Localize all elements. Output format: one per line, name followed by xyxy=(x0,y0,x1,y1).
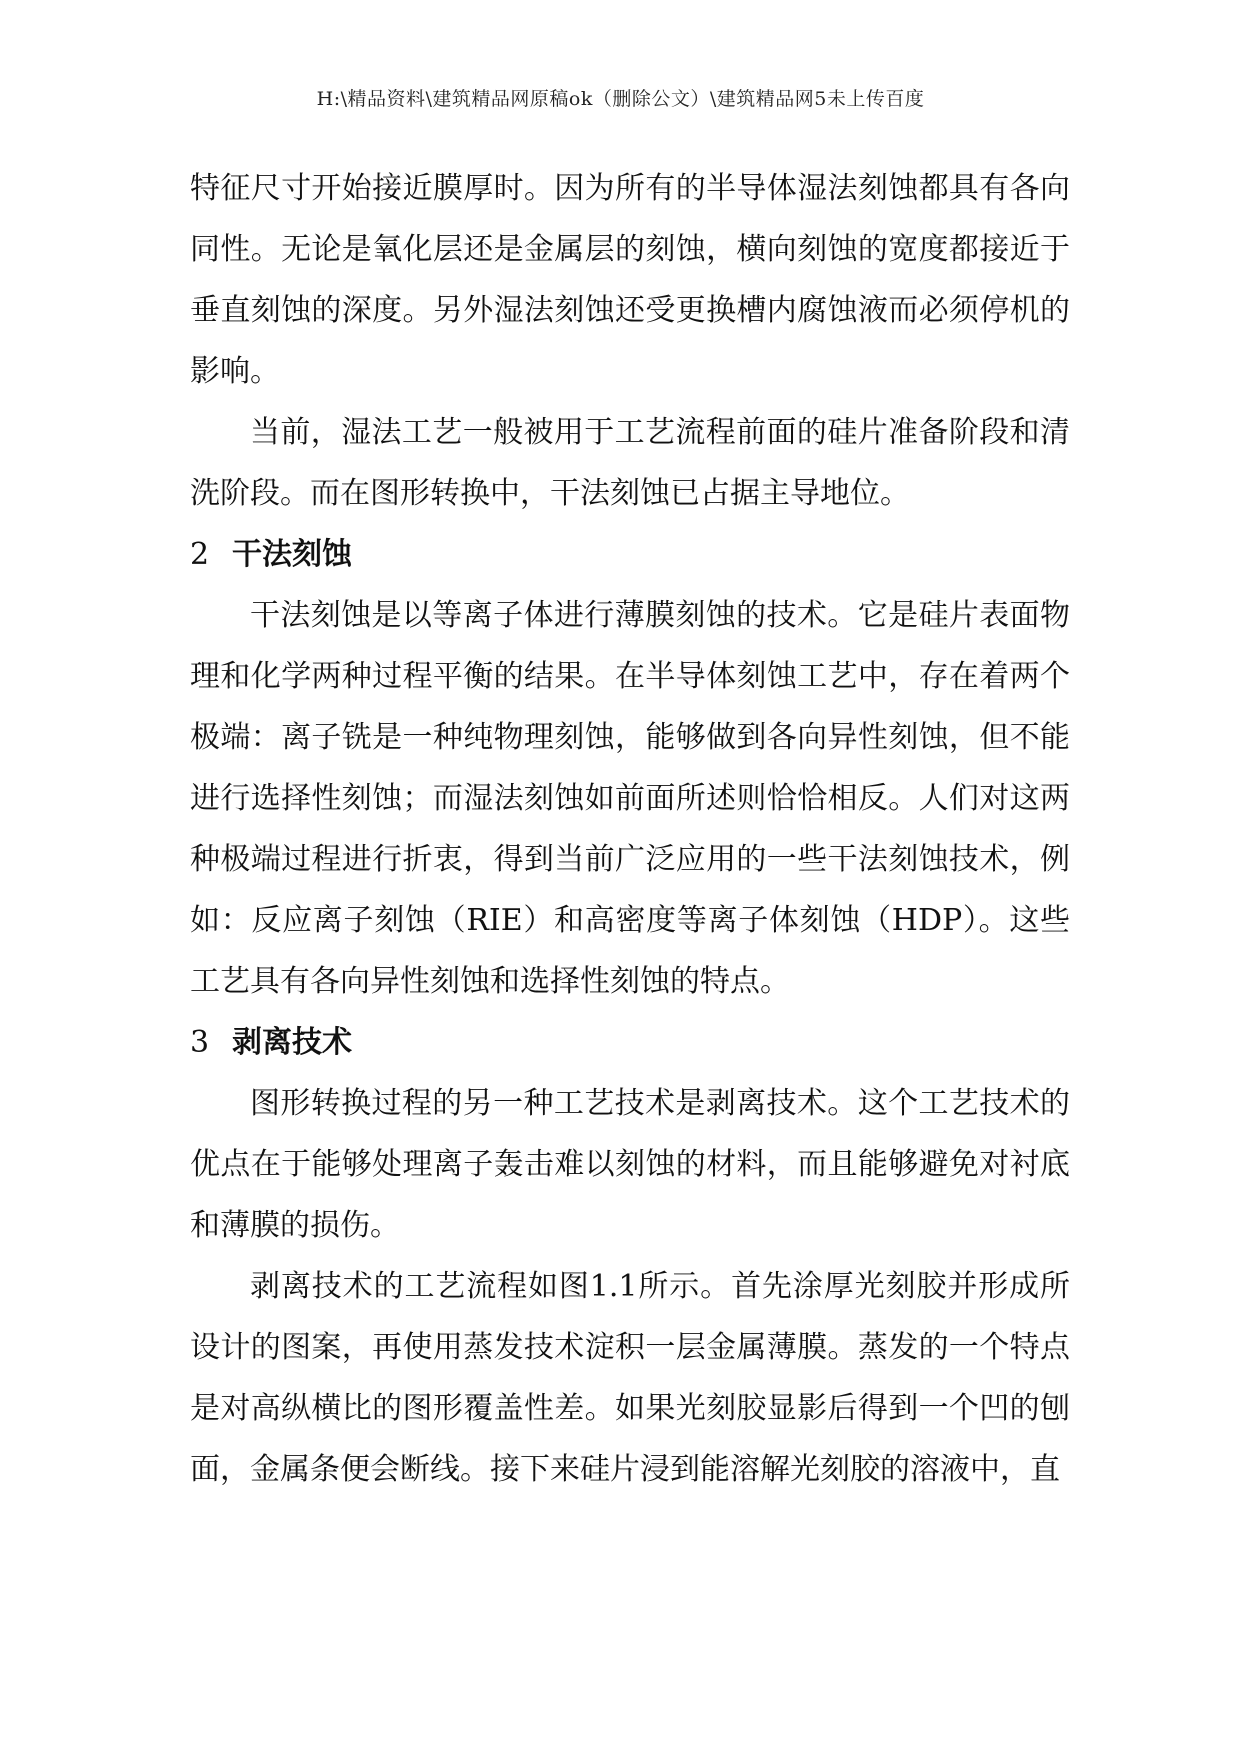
paragraph: 特征尺寸开始接近膜厚时。因为所有的半导体湿法刻蚀都具有各向同性。无论是氧化层还是金属层的刻蚀，横向刻蚀的宽度都接近于垂直刻蚀的深度。另外湿法刻蚀还受更换槽内腐蚀液而必须停机的影响。 xyxy=(190,171,1070,389)
paragraph: 干法刻蚀是以等离子体进行薄膜刻蚀的技术。它是硅片表面物理和化学两种过程平衡的结果。在半导体刻蚀工艺中，存在着两个极端：离子铣是一种纯物理刻蚀，能够做到各向异性刻蚀，但不能进行选择性刻蚀；而湿法刻蚀如前面所述则恰恰相反。人们对这两种极端过程进行折衷，得到当前广泛应用的一些干法刻蚀技术，例如：反应离子刻蚀（RIE）和高密度等离子体刻蚀（HDP）。这些工艺具有各向异性刻蚀和选择性刻蚀的特点。 xyxy=(190,598,1070,999)
section-number: 2 xyxy=(190,537,210,572)
document-body xyxy=(190,158,1070,1500)
section-number: 3 xyxy=(190,1025,210,1060)
section-heading xyxy=(190,524,1070,585)
section-title: 剥离技术 xyxy=(232,1025,352,1060)
paragraph: 剥离技术的工艺流程如图1.1所示。首先涂厚光刻胶并形成所设计的图案，再使用蒸发技术淀积一层金属薄膜。蒸发的一个特点是对高纵横比的图形覆盖性差。如果光刻胶显影后得到一个凹的刨面，金属条便会断线。接下来硅片浸到能溶解光刻胶的溶液中，直 xyxy=(190,1269,1070,1487)
paragraph: 图形转换过程的另一种工艺技术是剥离技术。这个工艺技术的优点在于能够处理离子轰击难以刻蚀的材料，而且能够避免对衬底和薄膜的损伤。 xyxy=(190,1086,1070,1243)
paragraph: 当前，湿法工艺一般被用于工艺流程前面的硅片准备阶段和清洗阶段。而在图形转换中，干法刻蚀已占据主导地位。 xyxy=(190,415,1070,511)
header-path: H:\精品资料\建筑精品网原稿ok（删除公文）\建筑精品网5未上传百度 xyxy=(316,88,925,110)
section-title: 干法刻蚀 xyxy=(232,537,352,572)
section-heading xyxy=(190,1012,1070,1073)
